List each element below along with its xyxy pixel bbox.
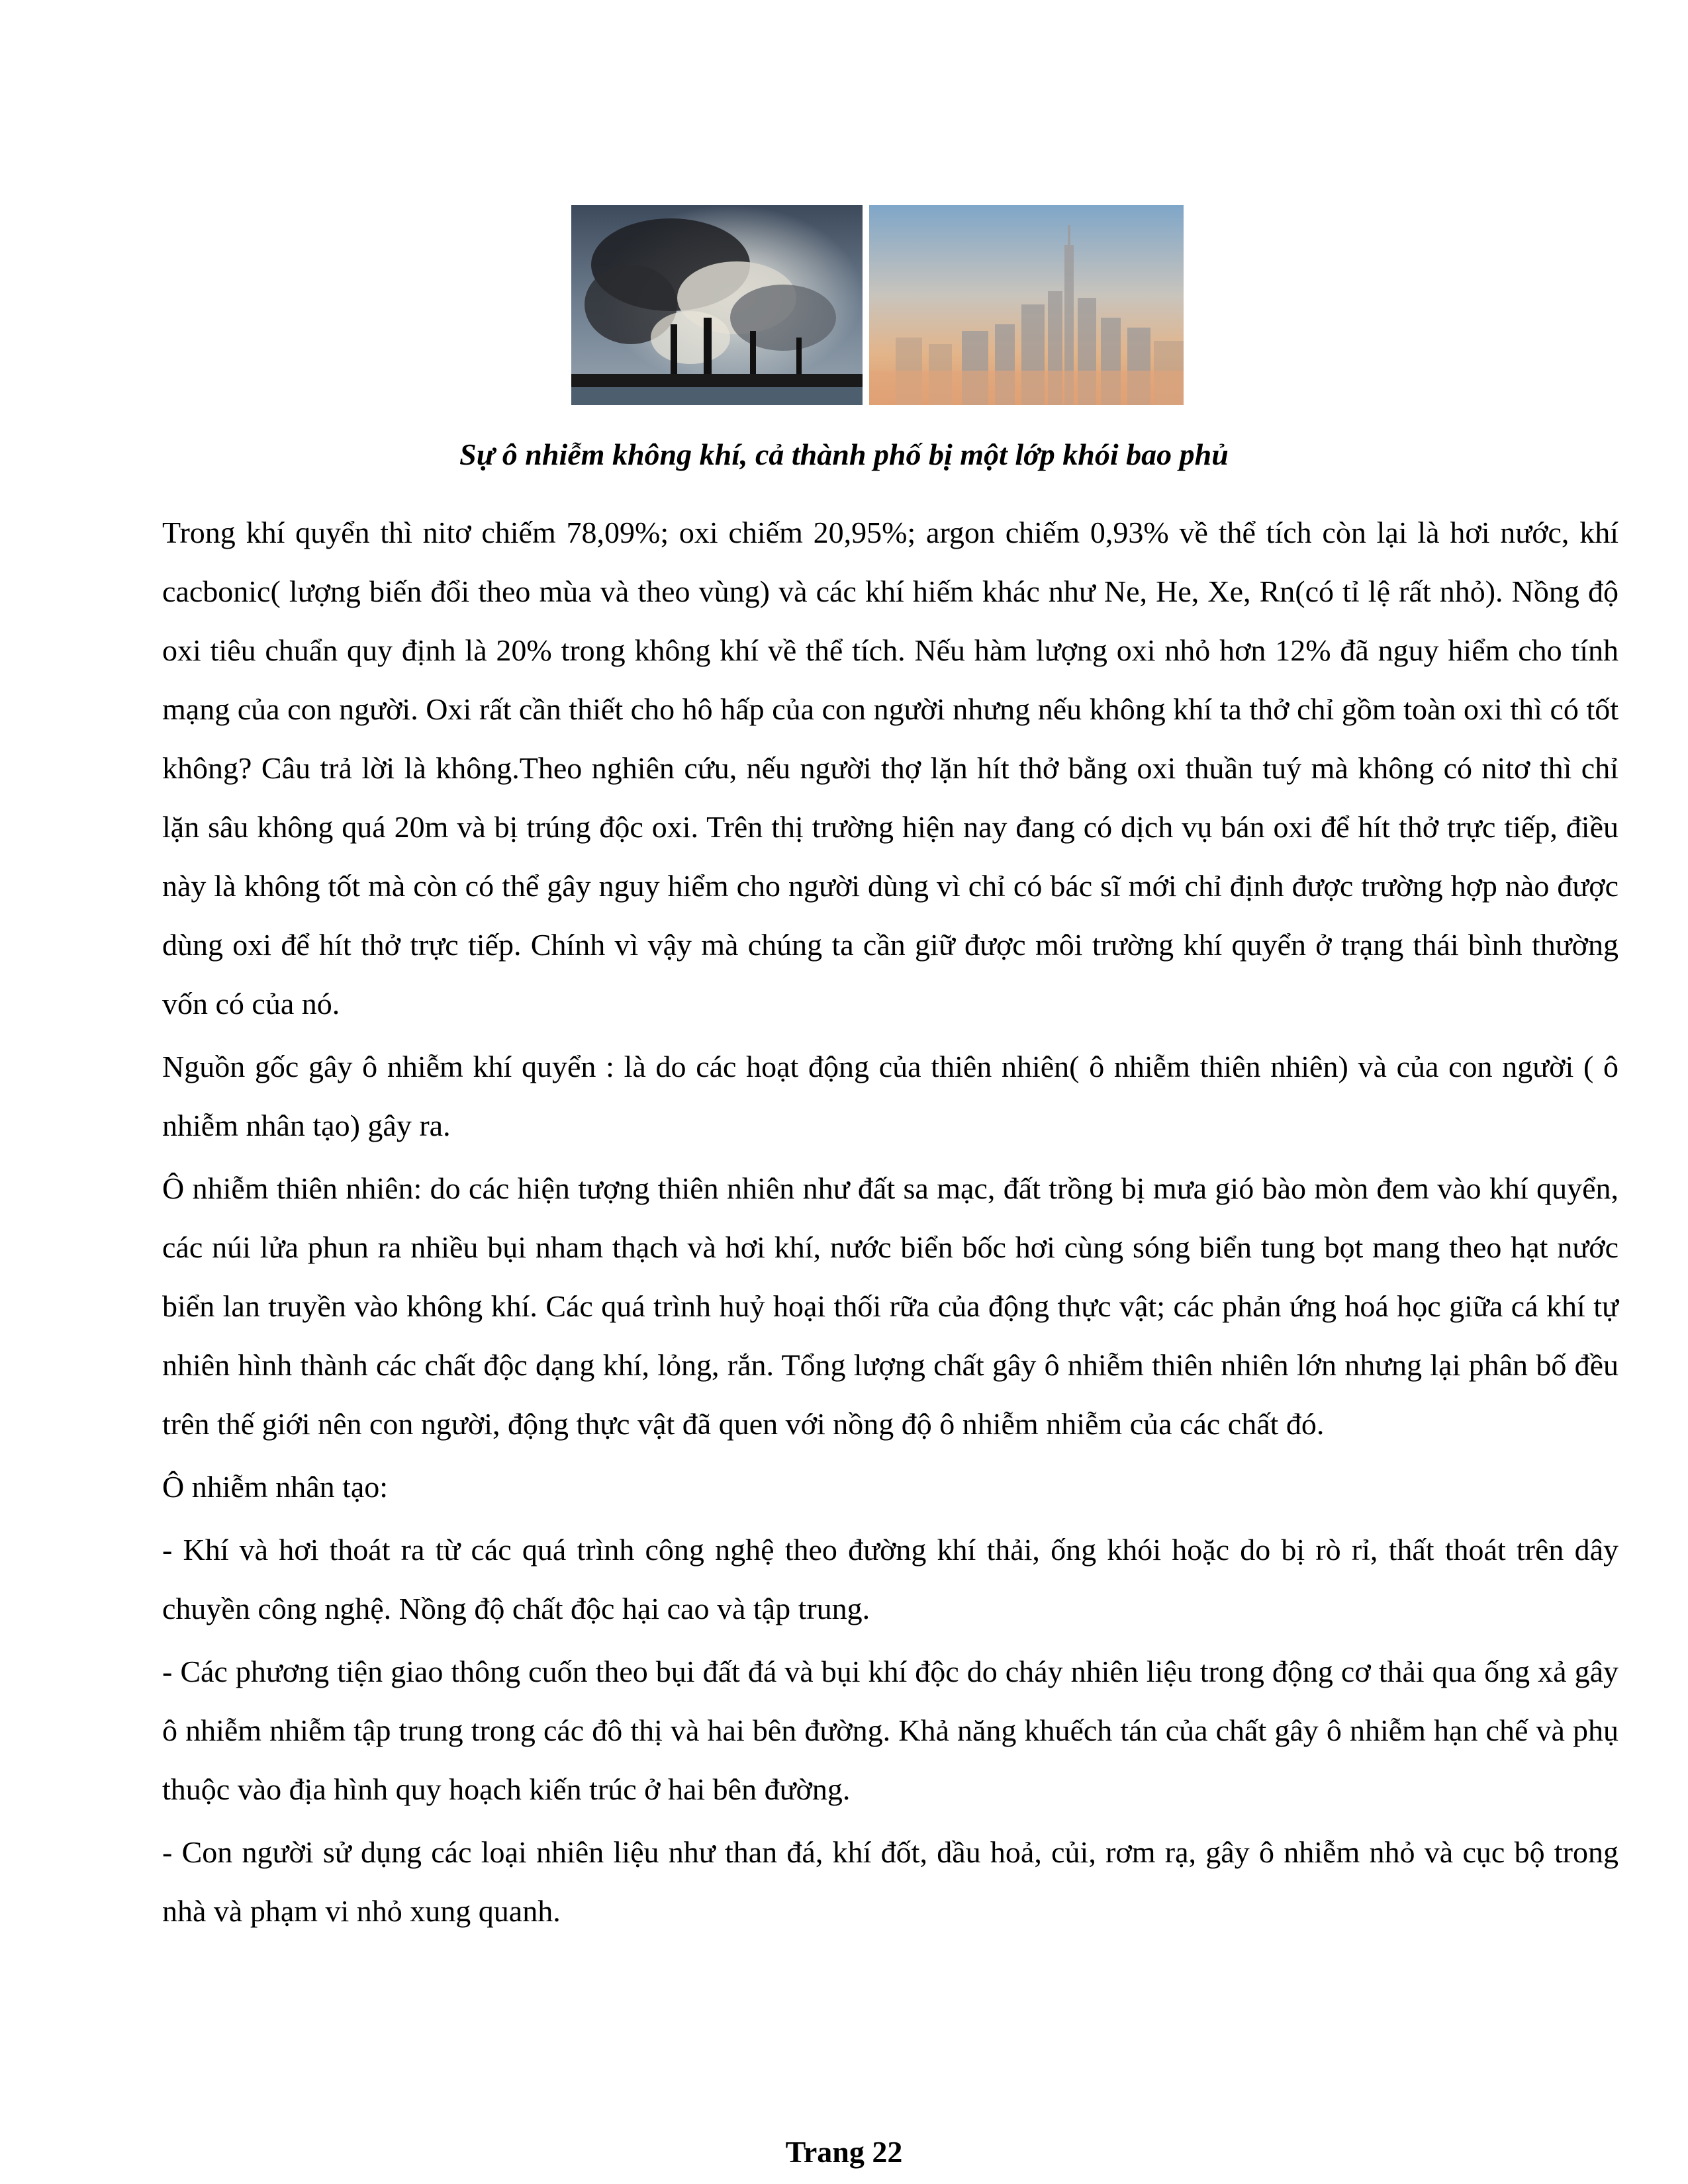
paragraph-natural-pollution: Ô nhiễm thiên nhiên: do các hiện tượng thiên nhiên như đất sa mạc, đất trồng bị mưa gió bào mòn đem vào khí quyển, các núi lửa phun ra nhiều bụi nham thạch và hơi khí, nước biển bốc hơi cùng sóng biển tung bọt mang theo hạt nước biển lan truyền vào không khí. Các quá trình huỷ hoại thối rữa của động thực vật; các phản ứng hoá học giữa cá khí tự nhiên hình thành các chất độc dạng khí, lỏng, rắn. Tổng lượng chất gây ô nhiễm thiên nhiên lớn nhưng lại phân bố đều trên thế giới nên con người, động thực vật đã quen với nồng độ ô nhiễm nhiễm của các chất đó. — [162, 1171, 1618, 1441]
paragraph-pollution-sources: Nguồn gốc gây ô nhiễm khí quyển : là do các hoạt động của thiên nhiên( ô nhiễm thiên nhiên) và của con người ( ô nhiễm nhân tạo) gây ra. — [162, 1050, 1618, 1142]
paragraph-atmosphere-composition: Trong khí quyển thì nitơ chiếm 78,09%; oxi chiếm 20,95%; argon chiếm 0,93% về thể tích còn lại là hơi nước, khí cacbonic( lượng biến đổi theo mùa và theo vùng) và các khí hiếm khác như Ne, He, Xe, Rn(có tỉ lệ rất nhỏ). Nồng độ oxi tiêu chuẩn quy định là 20% trong không khí về thể tích. Nếu hàm lượng oxi nhỏ hơn 12% đã nguy hiểm cho tính mạng của con người. Oxi rất cần thiết cho hô hấp của con người nhưng nếu không khí ta thở chỉ gồm toàn oxi thì có tốt không? Câu trả lời là không.Theo nghiên cứu, nếu người thợ lặn hít thở bằng oxi thuần tuý mà không có nitơ thì chỉ lặn sâu không quá 20m và bị trúng độc oxi. Trên thị trường hiện nay đang có dịch vụ bán oxi để hít thở trực tiếp, điều này là không tốt mà còn có thể gây nguy hiểm cho người dùng vì chỉ có bác sĩ mới chỉ định được trường hợp nào được dùng oxi để hít thở trực tiếp. Chính vì vậy mà chúng ta cần giữ được môi trường khí quyển ở trạng thái bình thường vốn có của nó. — [162, 516, 1618, 1021]
list-item: - Khí và hơi thoát ra từ các quá trình công nghệ theo đường khí thải, ống khói hoặc do bị rò rỉ, thất thoát trên dây chuyền công nghệ. Nồng độ chất độc hại cao và tập trung. — [162, 1533, 1618, 1625]
smog-covered-city-skyline-photo — [869, 205, 1184, 405]
list-item: - Các phương tiện giao thông cuốn theo bụi đất đá và bụi khí độc do cháy nhiên liệu trong động cơ thải qua ống xả gây ô nhiễm nhiễm tập trung trong các đô thị và hai bên đường. Khả năng khuếch tán của chất gây ô nhiễm hạn chế và phụ thuộc vào địa hình quy hoạch kiến trúc ở hai bên đường. — [162, 1655, 1618, 1806]
factory-smokestacks-pollution-photo — [571, 205, 863, 405]
page-number: Trang 22 — [785, 2135, 903, 2169]
list-item: - Con người sử dụng các loại nhiên liệu như than đá, khí đốt, dầu hoả, củi, rơm rạ, gây ô nhiễm nhỏ và cục bộ trong nhà và phạm vi nhỏ xung quanh. — [162, 1835, 1618, 1928]
figure-caption: Sự ô nhiễm không khí, cả thành phố bị một lớp khói bao phủ — [459, 437, 1229, 471]
figure — [571, 205, 1184, 405]
paragraph-artificial-pollution-heading: Ô nhiễm nhân tạo: — [162, 1470, 389, 1504]
body-text — [162, 503, 1618, 1944]
